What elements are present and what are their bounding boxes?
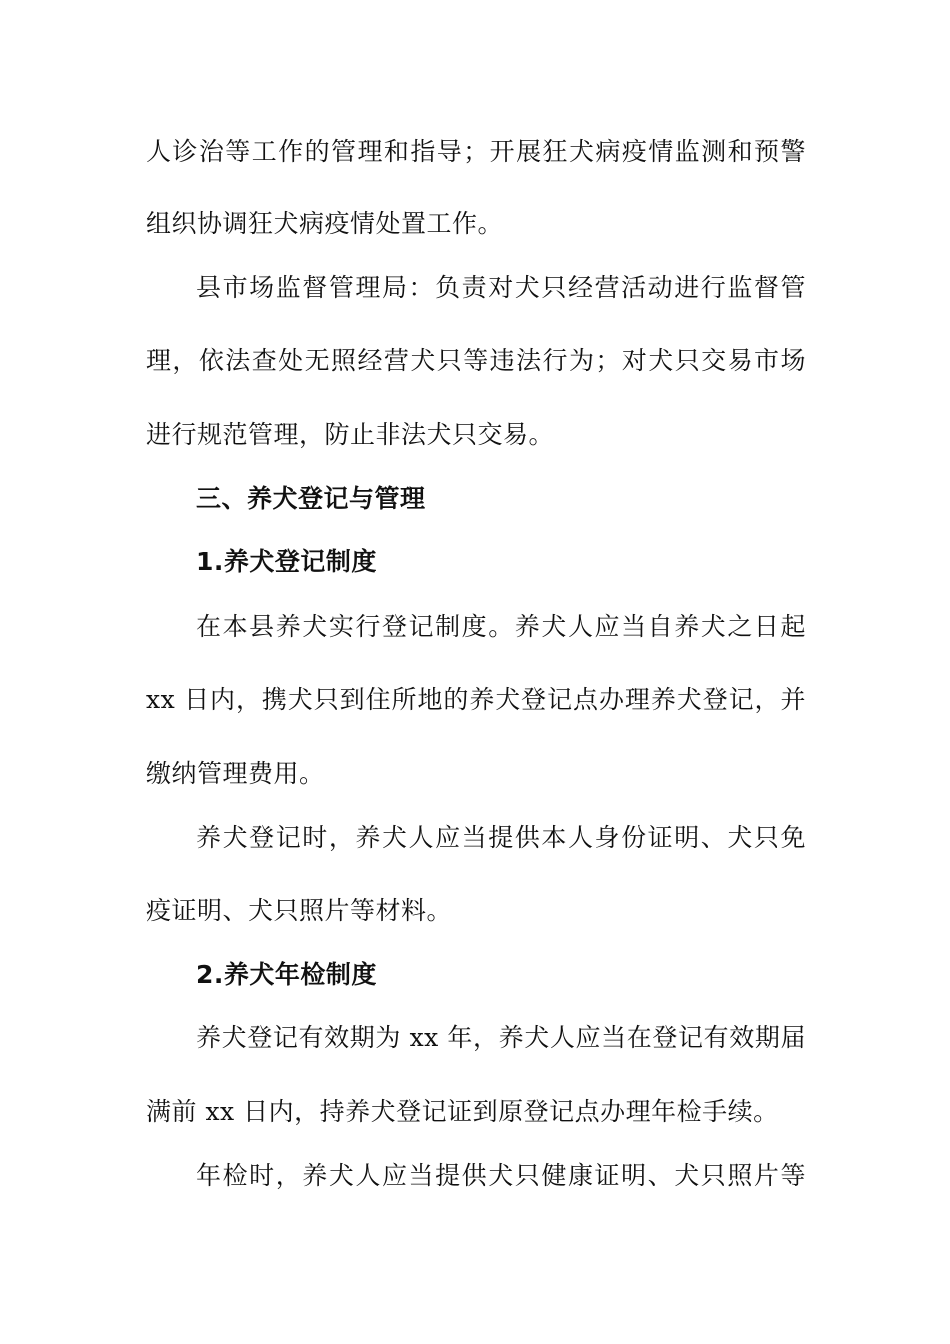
subsection-heading: 2.养犬年检制度 xyxy=(196,960,377,989)
paragraph-line: 在本县养犬实行登记制度。养犬人应当自养犬之日起 xyxy=(196,612,806,641)
subsection-heading: 1.养犬登记制度 xyxy=(196,547,377,576)
paragraph-line: 年检时，养犬人应当提供犬只健康证明、犬只照片等 xyxy=(196,1161,806,1190)
paragraph-line: 人诊治等工作的管理和指导；开展狂犬病疫情监测和预警 xyxy=(146,137,806,166)
section-heading: 三、养犬登记与管理 xyxy=(196,484,426,513)
paragraph-line: 缴纳管理费用。 xyxy=(146,759,325,788)
paragraph-line: 组织协调狂犬病疫情处置工作。 xyxy=(146,209,504,238)
paragraph-line: 进行规范管理，防止非法犬只交易。 xyxy=(146,420,555,449)
paragraph-line: 疫证明、犬只照片等材料。 xyxy=(146,896,453,925)
paragraph-line: 理，依法查处无照经营犬只等违法行为；对犬只交易市场 xyxy=(146,346,806,375)
paragraph-line: 满前 xx 日内，持养犬登记证到原登记点办理年检手续。 xyxy=(146,1097,779,1126)
paragraph-line: 县市场监督管理局：负责对犬只经营活动进行监督管 xyxy=(196,273,806,302)
paragraph-line: 养犬登记有效期为 xx 年，养犬人应当在登记有效期届 xyxy=(196,1023,806,1052)
paragraph-line: xx 日内，携犬只到住所地的养犬登记点办理养犬登记，并 xyxy=(146,685,806,714)
paragraph-line: 养犬登记时，养犬人应当提供本人身份证明、犬只免 xyxy=(196,823,806,852)
